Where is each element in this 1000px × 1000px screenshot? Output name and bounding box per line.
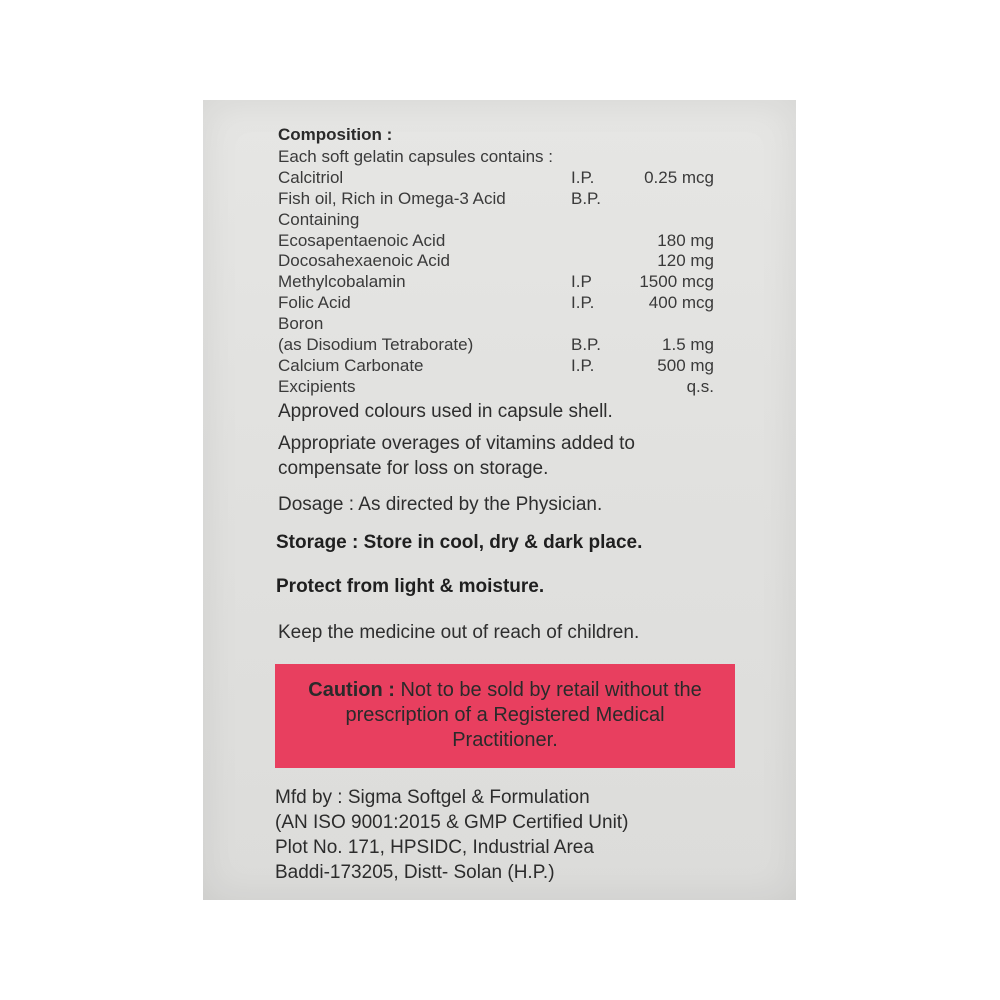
ingredient-name: Folic Acid: [278, 293, 351, 312]
medicine-carton-panel: [203, 100, 796, 900]
overages-note-line2: compensate for loss on storage.: [278, 458, 549, 479]
manufacturer-line3: Plot No. 171, HPSIDC, Industrial Area: [275, 837, 594, 858]
overages-note-line1: Appropriate overages of vitamins added to: [278, 433, 635, 454]
ingredient-name: Fish oil, Rich in Omega-3 Acid: [278, 189, 506, 208]
ingredient-standard: I.P.: [571, 356, 595, 375]
ingredient-standard: B.P.: [571, 335, 601, 354]
ingredient-standard: I.P: [571, 272, 592, 291]
manufacturer-line4: Baddi-173205, Distt- Solan (H.P.): [275, 862, 555, 883]
ingredient-name: Containing: [278, 210, 360, 229]
ingredient-standard: I.P.: [571, 293, 595, 312]
dosage-note: Dosage : As directed by the Physician.: [278, 494, 603, 515]
ingredient-quantity: 120 mg: [657, 251, 714, 270]
caution-label: Caution :: [308, 679, 395, 701]
ingredient-name: Excipients: [278, 377, 356, 396]
ingredient-name: Calcium Carbonate: [278, 356, 424, 375]
caution-line1: [275, 680, 735, 700]
composition-heading: Composition :: [278, 125, 393, 144]
colours-note: Approved colours used in capsule shell.: [278, 401, 613, 422]
caution-line3: Practitioner.: [452, 729, 558, 751]
caution-text-line1: Not to be sold by retail without the: [400, 679, 702, 701]
manufacturer-line1: Mfd by : Sigma Softgel & Formulation: [275, 787, 590, 808]
ingredient-standard: B.P.: [571, 189, 601, 208]
ingredient-quantity: 500 mg: [657, 356, 714, 375]
ingredient-name: Ecosapentaenoic Acid: [278, 231, 446, 250]
ingredient-name: Calcitriol: [278, 168, 344, 187]
ingredient-name: Methylcobalamin: [278, 272, 406, 291]
protect-note: Protect from light & moisture.: [276, 576, 545, 597]
ingredient-quantity: 180 mg: [657, 231, 714, 250]
caution-line2: prescription of a Registered Medical: [345, 704, 665, 726]
composition-intro: Each soft gelatin capsules contains :: [278, 147, 553, 166]
ingredient-standard: I.P.: [571, 168, 595, 187]
keep-away-note: Keep the medicine out of reach of children.: [278, 622, 640, 643]
ingredient-name: (as Disodium Tetraborate): [278, 335, 474, 354]
manufacturer-line2: (AN ISO 9001:2015 & GMP Certified Unit): [275, 812, 629, 833]
ingredient-quantity: q.s.: [686, 377, 714, 396]
storage-note: Storage : Store in cool, dry & dark place.: [276, 532, 643, 553]
ingredient-quantity: 400 mcg: [648, 293, 714, 312]
ingredient-quantity: 0.25 mcg: [644, 168, 714, 187]
ingredient-name: Boron: [278, 314, 324, 333]
ingredient-quantity: 1500 mcg: [639, 272, 714, 291]
ingredient-name: Docosahexaenoic Acid: [278, 251, 451, 270]
ingredient-quantity: 1.5 mg: [662, 335, 714, 354]
